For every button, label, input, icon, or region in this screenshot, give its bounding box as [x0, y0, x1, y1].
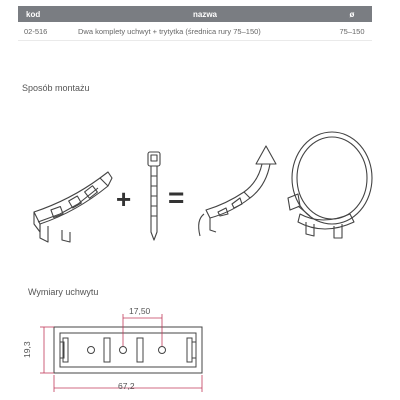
holder-outline	[54, 327, 202, 373]
dim-width-label: 67,2	[118, 381, 135, 391]
dim-height-label: 19,3	[22, 341, 32, 358]
equals-sign: =	[168, 182, 185, 213]
header-code: kod	[26, 9, 41, 19]
row-code: 02-516	[24, 26, 48, 36]
header-diameter: ø	[349, 9, 355, 19]
dim-spacing-label: 17,50	[129, 306, 151, 316]
row-name: Dwa komplety uchwyt + trytytka (średnica rury 75–150)	[78, 26, 261, 36]
header-name: nazwa	[192, 9, 217, 19]
mounting-title: Sposób montażu	[22, 83, 90, 93]
dimensions-title: Wymiary uchwytu	[28, 287, 99, 297]
row-diameter: 75–150	[339, 26, 365, 36]
plus-sign: +	[116, 184, 132, 214]
